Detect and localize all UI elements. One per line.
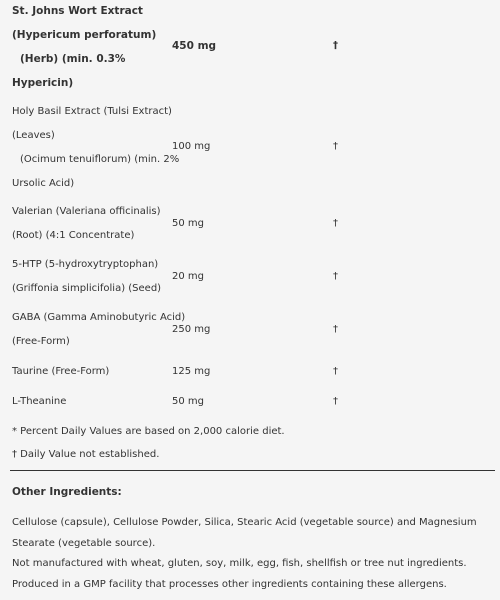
ingredient-amount: 50 mg bbox=[172, 396, 204, 407]
ingredient-name-line: Holy Basil Extract (Tulsi Extract) bbox=[12, 106, 172, 117]
ingredient-name-line: (Ocimum tenuiflorum) (min. 2% bbox=[20, 154, 180, 165]
ingredient-name-line: L-Theanine bbox=[12, 396, 67, 407]
ingredient-name-line: (Free-Form) bbox=[12, 336, 70, 347]
footnote-daily-value-not-established: † Daily Value not established. bbox=[12, 449, 160, 460]
ingredient-amount: 125 mg bbox=[172, 366, 211, 377]
ingredient-name-line: GABA (Gamma Aminobutyric Acid) bbox=[12, 312, 186, 323]
daily-value-dagger: † bbox=[333, 324, 338, 335]
ingredient-name-line: (Leaves) bbox=[12, 130, 55, 141]
daily-value-dagger: † bbox=[333, 40, 338, 51]
allergen-statement: Not manufactured with wheat, gluten, soy, milk, egg, fish, shellfish or tree nut ingredients. Produced in a GMP facility that processes other ingredients containing these allergens. bbox=[12, 558, 467, 590]
ingredient-name bbox=[12, 0, 164, 95]
daily-value-dagger: † bbox=[333, 271, 338, 282]
ingredient-name bbox=[12, 200, 164, 248]
ingredient-amount: 100 mg bbox=[172, 141, 211, 152]
ingredient-name bbox=[12, 253, 164, 301]
ingredient-name-line: St. Johns Wort Extract bbox=[12, 5, 143, 17]
other-ingredients-list: Cellulose (capsule), Cellulose Powder, Silica, Stearic Acid (vegetable source) and Magnesium Stearate (vegetable source). bbox=[12, 517, 477, 549]
ingredient-amount: 250 mg bbox=[172, 324, 211, 335]
ingredient-name-line: (Griffonia simplicifolia) (Seed) bbox=[12, 283, 162, 294]
ingredient-name-line: 5-HTP (5-hydroxytryptophan) bbox=[12, 259, 159, 270]
other-ingredients-heading: Other Ingredients: bbox=[12, 486, 122, 498]
ingredient-amount: 20 mg bbox=[172, 271, 204, 282]
ingredient-name bbox=[12, 390, 164, 414]
ingredient-amount: 50 mg bbox=[172, 218, 204, 229]
ingredient-name-line: Hypericin) bbox=[12, 77, 74, 89]
daily-value-dagger: † bbox=[333, 218, 338, 229]
ingredient-amount: 450 mg bbox=[172, 40, 217, 52]
ingredient-name-line: Valerian (Valeriana officinalis) bbox=[12, 206, 161, 217]
daily-value-dagger: † bbox=[333, 366, 338, 377]
ingredient-name-line: Ursolic Acid) bbox=[12, 178, 75, 189]
daily-value-dagger: † bbox=[333, 141, 338, 152]
ingredient-name-line: (Herb) (min. 0.3% bbox=[20, 53, 126, 65]
footnote-percent-daily-values: * Percent Daily Values are based on 2,000 calorie diet. bbox=[12, 426, 285, 437]
ingredient-name bbox=[12, 100, 180, 196]
ingredient-name-line: Taurine (Free-Form) bbox=[12, 366, 110, 377]
section-divider bbox=[10, 470, 495, 471]
ingredient-name-line: (Root) (4:1 Concentrate) bbox=[12, 230, 135, 241]
ingredient-name bbox=[12, 360, 164, 384]
daily-value-dagger: † bbox=[333, 396, 338, 407]
ingredient-name bbox=[12, 306, 186, 354]
ingredient-name-line: (Hypericum perforatum) bbox=[12, 29, 157, 41]
